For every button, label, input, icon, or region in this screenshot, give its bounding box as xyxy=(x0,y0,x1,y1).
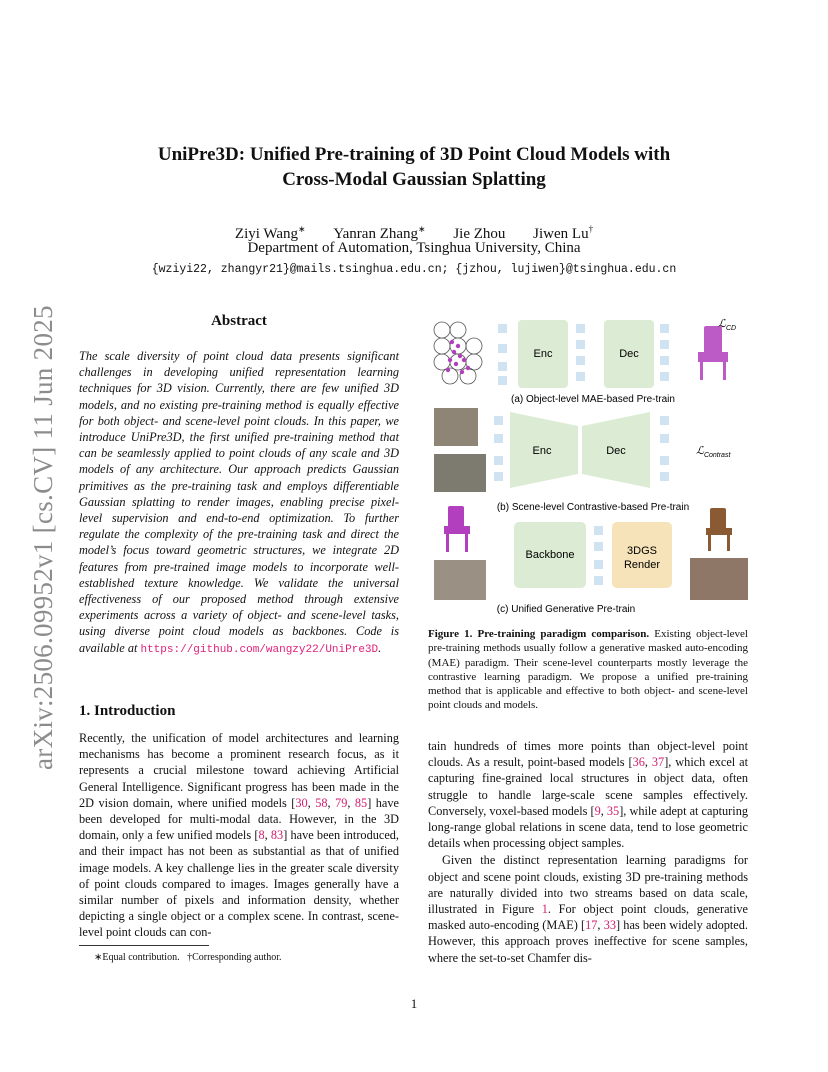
text-run: Recently, the unification of model architectures and learning mechanisms has become a prominent research focus, as it represents a crucial milestone toward achieving Artificial General Intelligence. Significant progress has been made in the 2D vision domain, where unified models [ xyxy=(79,731,399,810)
text-run: tain hundreds of times more points than object-level point clouds. As a result, point-based models [ xyxy=(428,739,748,770)
intro-paragraph xyxy=(79,730,399,941)
backbone-label: Backbone xyxy=(525,549,575,561)
rendered-scene-photo xyxy=(690,558,748,600)
section-heading: 1. Introduction xyxy=(79,703,176,719)
encoder-label: Enc xyxy=(533,348,553,360)
text-run: , xyxy=(597,918,604,933)
citation-link[interactable]: 37 xyxy=(651,755,665,770)
author-emails: {wziyi22, zhangyr21}@mails.tsinghua.edu.cn; {jzhou, lujiwen}@tsinghua.edu.cn xyxy=(151,263,677,276)
footnote-corresponding: †Corresponding author. xyxy=(187,952,282,963)
gaussian-tokens xyxy=(594,526,603,585)
output-tokens xyxy=(660,324,669,381)
text-run: . For object point clouds, generative masked auto-encoding (MAE) [ xyxy=(428,902,748,933)
scene-tokens-in xyxy=(494,416,503,481)
text-run: ] have been developed for multi-modal data. However, in the 3D domain, only a few unified models [ xyxy=(79,795,399,843)
rendered-chair-icon xyxy=(706,508,732,551)
scene-photo-1 xyxy=(434,408,478,446)
text-run: ] has been widely adopted. However, this approach proves ineffective for scene samples, where the set-to-set Chamfer dis- xyxy=(428,918,748,965)
text-run: ], which excel at capturing fine-grained local structures in object data, often struggle to handle large-scale scene samples effectively. Conversely, voxel-based models [ xyxy=(428,755,749,818)
abstract-body: The scale diversity of point cloud data presents significant challenges in developing unified representation learning techniques for 3D vision. Currently, there are few unified 3D models, and no existing pre-training method is equally effective for both object- and scene-level point clouds. In this paper, we introduce UniPre3D, the first unified pre-training method that can be seamlessly applied to point clouds of any scale and 3D models of any architecture. Our approach predicts Gaussian primitives as the pre-training task and employs differentiable Gaussian splatting to render images, enabling precise pixel-level supervision and end-to-end optimization. To further regulate the complexity of the pre-training task and direct the model’s focus toward geometric structures, we integrate 2D features from pre-trained image models to incorporate well-established texture knowledge. We validate the universal effectiveness of our proposed method through extensive experiments across a variety of object- and scene-level tasks, using diverse point cloud models as backbones. Code is available at https://github.com/wangzy22/UniPre3D. xyxy=(79,349,399,656)
decoder-label: Dec xyxy=(619,348,639,360)
arxiv-stamp: arXiv:2506.09952v1 [cs.CV] 11 Jun 2025 xyxy=(28,305,58,770)
citation-link[interactable]: 30 xyxy=(295,795,308,810)
citation-link[interactable]: 33 xyxy=(603,918,616,933)
render-label-1: 3DGS xyxy=(627,545,657,557)
text-run: , xyxy=(327,795,336,810)
title-line-1: UniPre3D: Unified Pre-training of 3D Point Cloud Models with xyxy=(157,144,671,165)
encoder-label-b: Enc xyxy=(532,445,552,457)
loss-cd-label: ℒ$_{CD}$ xyxy=(718,318,737,332)
input-tokens xyxy=(498,324,507,385)
citation-link[interactable]: 1 xyxy=(541,902,548,917)
text-run: , xyxy=(644,755,652,770)
text-run: , xyxy=(600,803,607,818)
author-name: Yanran Zhang∗ xyxy=(333,224,426,242)
footnote xyxy=(94,952,282,964)
citation-link[interactable]: 36 xyxy=(632,755,645,770)
footnote-equal: ∗Equal contribution. xyxy=(94,952,180,963)
point-cloud-patches xyxy=(434,322,482,384)
abstract-text: The scale diversity of point cloud data presents significant challenges in developing unified representation learning techniques for 3D vision. Currently, there are few unified 3D models, and no existing pre-training method is equally effective for both object- and scene-level point clouds. In this paper, we introduce UniPre3D, the first unified pre-training method that can be seamlessly applied to point clouds of any scale and 3D models of any architecture. Our approach predicts Gaussian primitives as the pre-training task and employs differentiable Gaussian splatting to render images, enabling precise pixel-level supervision and end-to-end optimization. To further regulate the complexity of the pre-training task and direct the model’s focus toward geometric structures, we integrate 2D features from pre-trained image models to incorporate well-established texture knowledge. We validate the universal effectiveness of our proposed method through extensive experiments across a variety of object- and scene-level tasks, using diverse point cloud models as backbones. Code is available at xyxy=(79,349,399,655)
input-chair-icon xyxy=(444,506,470,552)
figure-caption xyxy=(428,627,748,713)
footnote-rule xyxy=(79,945,209,946)
caption-a: (a) Object-level MAE-based Pre-train xyxy=(511,394,675,405)
paper-title xyxy=(0,142,828,192)
text-run: ] have been introduced, and their impact has not been as substantial as that of unified image models. A key challenge lies in the greater scale diversity of point clouds compared to images. Images generally have a similar number of pixels and information density, whether depicting a single object or a complex scene. In contrast, scene-level point clouds can con- xyxy=(79,828,400,940)
title-line-2: Cross-Modal Gaussian Splatting xyxy=(282,169,546,190)
citation-link[interactable]: 17 xyxy=(585,918,598,933)
caption-c: (c) Unified Generative Pre-train xyxy=(496,604,636,615)
chair-points-icon xyxy=(446,340,470,374)
caption-b: (b) Scene-level Contrastive-based Pre-train xyxy=(496,502,690,513)
text-run: , xyxy=(264,828,271,843)
loss-contrast-label: ℒ$_{Contrast}$ xyxy=(696,445,731,459)
caption-bold: Pre-training paradigm comparison. xyxy=(477,628,650,640)
text-run: , xyxy=(307,795,316,810)
author-name: Jie Zhou xyxy=(453,226,506,242)
citation-link[interactable]: 79 xyxy=(335,795,348,810)
citation-link[interactable]: 85 xyxy=(354,795,368,810)
scene-photo-3 xyxy=(434,560,486,600)
abstract-heading: Abstract xyxy=(211,313,267,329)
caption-text: Existing object-level pre-training methods usually follow a generative masked auto-encoding (MAE) paradigm. Their scene-level counterparts mostly leverage the contrastive learning paradigm. We propose a unified pre-training method that is applicable and effective to both object- and scene-level point clouds and models. xyxy=(428,628,748,712)
body-paragraph xyxy=(428,852,748,965)
citation-link[interactable]: 8 xyxy=(258,828,265,843)
citation-link[interactable]: 9 xyxy=(594,803,601,818)
citation-link[interactable]: 58 xyxy=(315,795,328,810)
citation-link[interactable]: 83 xyxy=(270,828,284,843)
citation-link[interactable]: 35 xyxy=(606,803,620,818)
scene-photo-2 xyxy=(434,454,486,492)
code-link[interactable]: https://github.com/wangzy22/UniPre3D xyxy=(140,643,379,656)
mask-tokens xyxy=(576,324,585,381)
caption-label: Figure 1. xyxy=(428,628,473,640)
author-name: Ziyi Wang∗ xyxy=(234,224,306,242)
text-run: ], while adept at capturing long-range global relations in scene data, tend to lose geometric details when processing object samples. xyxy=(428,803,748,851)
reconstructed-chair-icon xyxy=(698,326,728,380)
right-column xyxy=(428,738,748,966)
decoder-label-b: Dec xyxy=(606,445,626,457)
affiliation: Department of Automation, Tsinghua University, China xyxy=(247,240,581,256)
page-number: 1 xyxy=(410,996,418,1011)
author-name: Jiwen Lu† xyxy=(533,224,594,242)
scene-tokens-out xyxy=(660,416,669,481)
text-run: , xyxy=(347,795,355,810)
figure-1 xyxy=(428,312,758,622)
text-run: Given the distinct representation learning paradigms for object and scene point clouds, existing 3D pre-training methods are naturally divided into two streams based on data scale, illustrated in Figure xyxy=(428,853,748,917)
body-paragraph xyxy=(428,738,748,851)
render-label-2: Render xyxy=(623,559,661,571)
